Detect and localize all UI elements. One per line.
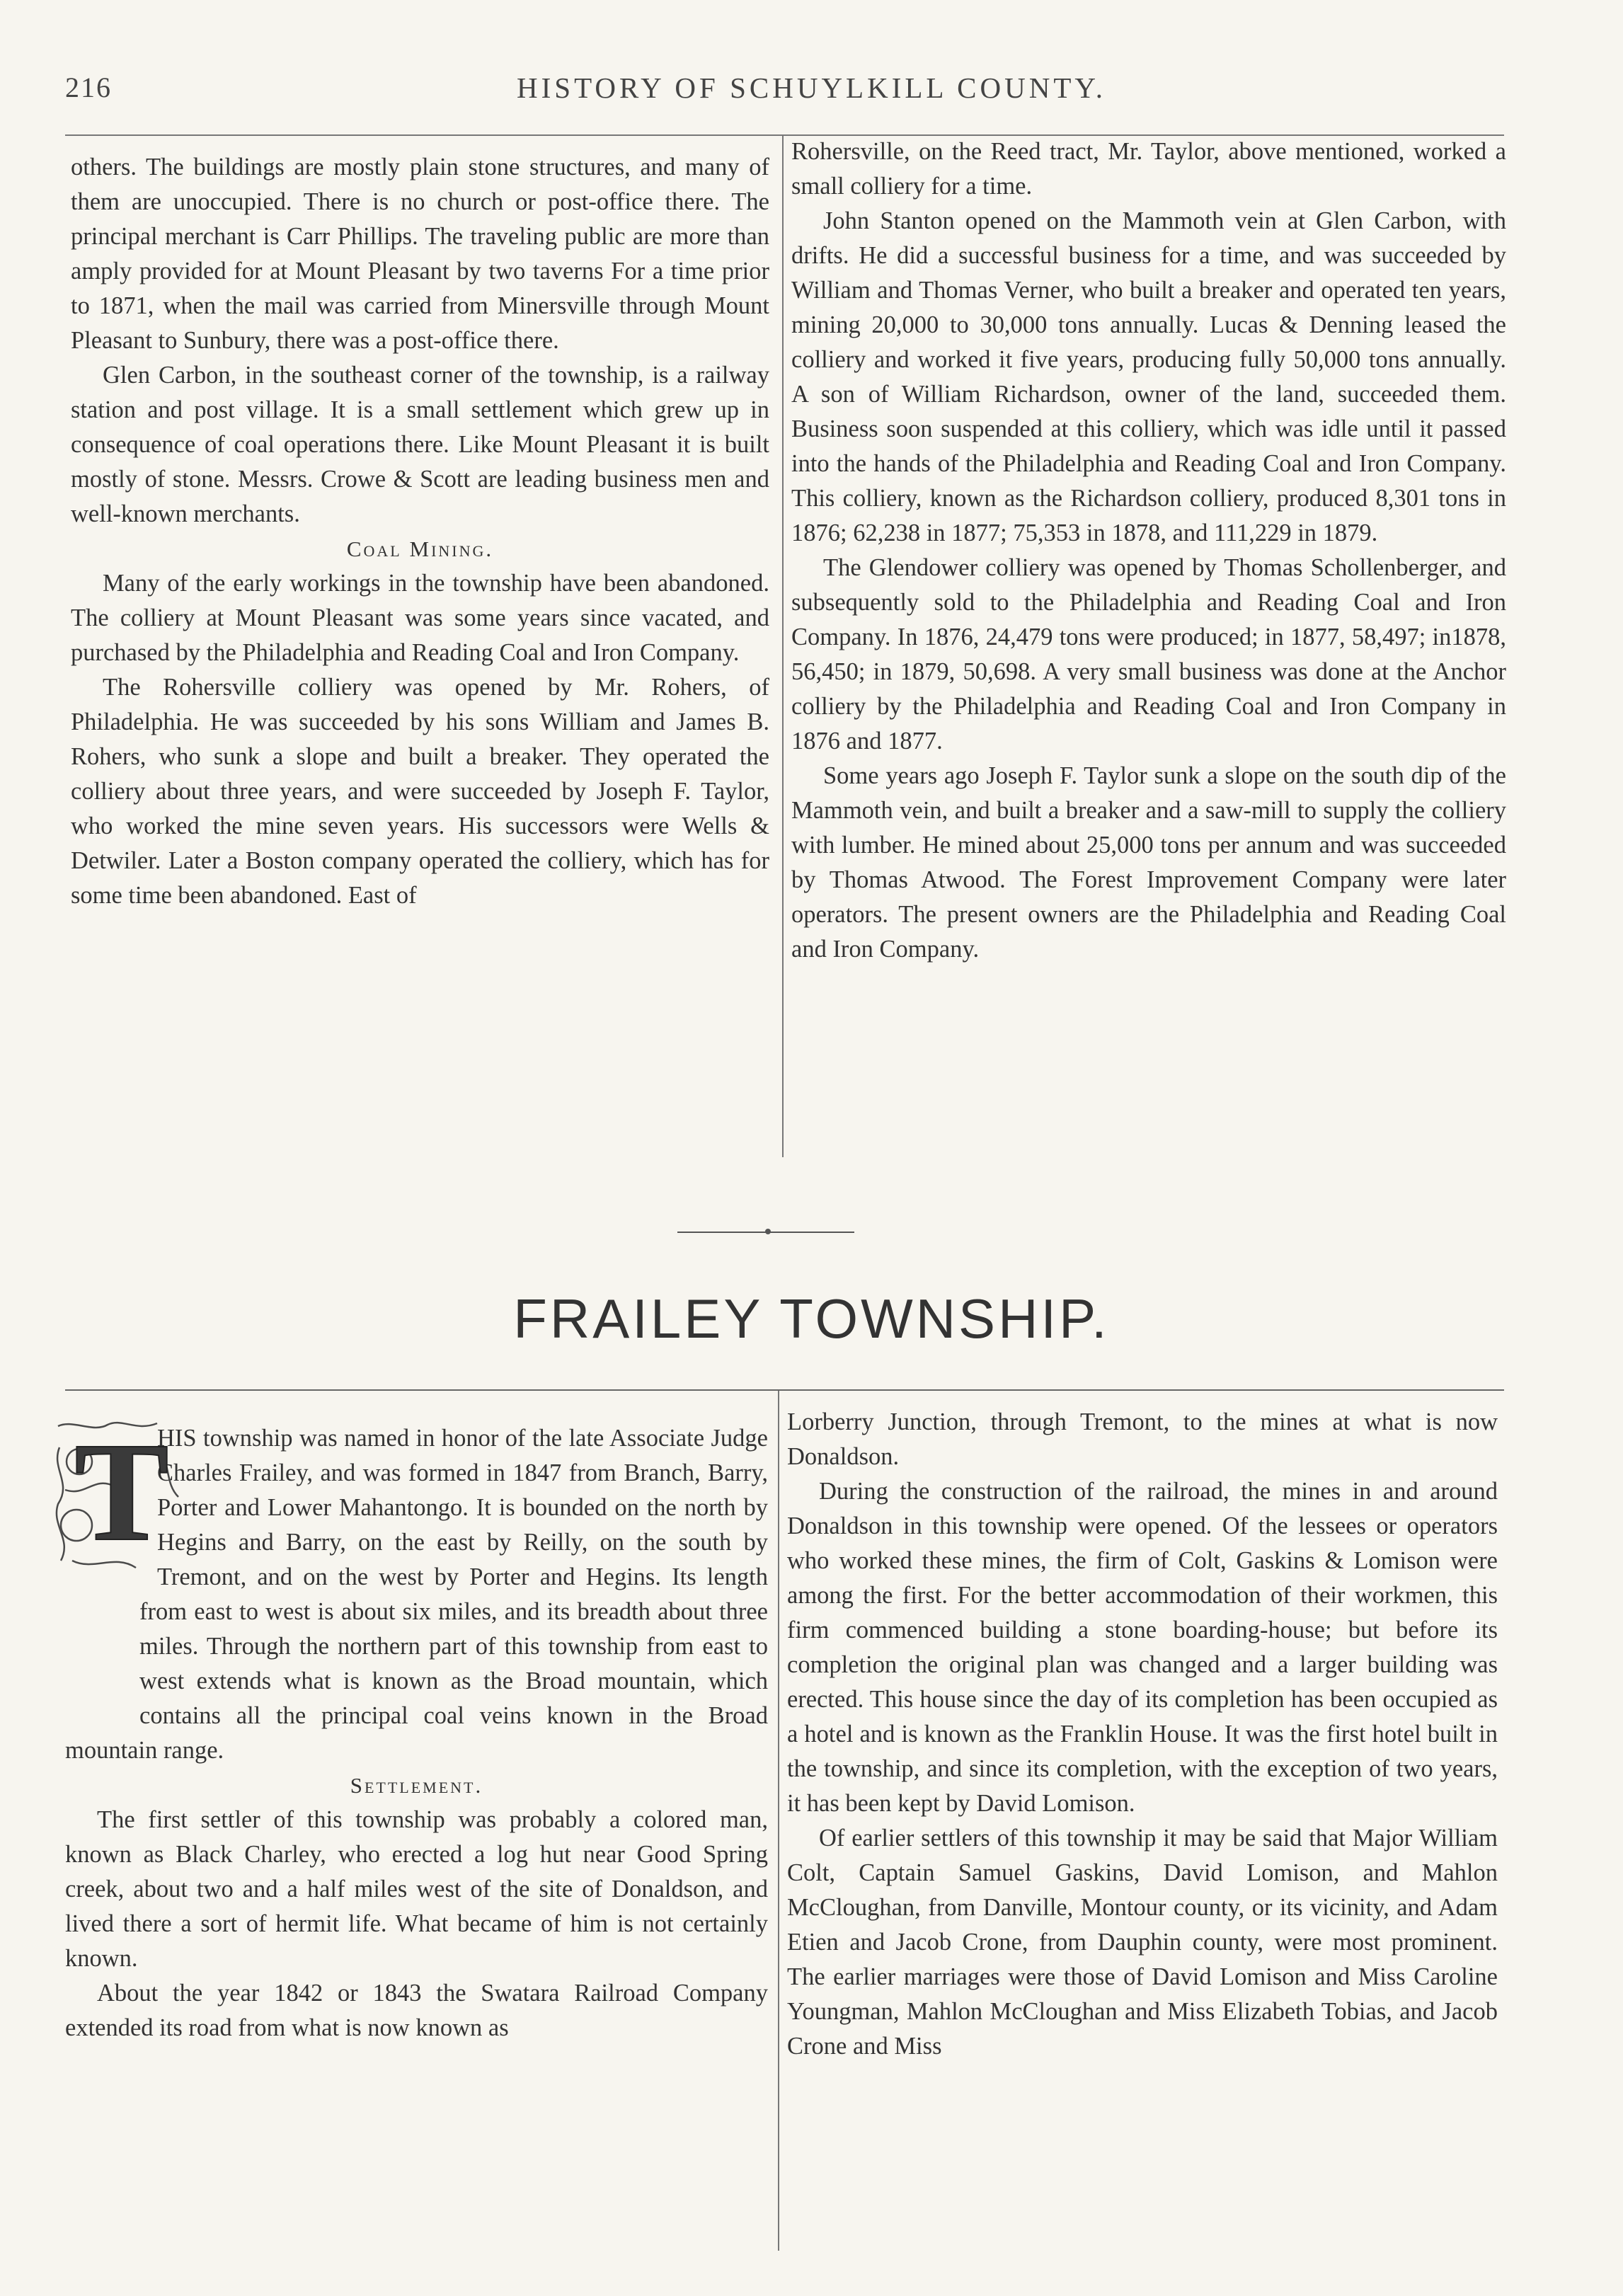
column-divider [778,1391,779,2251]
section-divider [677,1232,854,1236]
upper-left-column [71,150,769,913]
paragraph: About the year 1842 or 1843 the Swatara Railroad Company extended its road from what is now known as [65,1980,768,2041]
subheading-coal-mining: Coal Mining. [346,536,494,561]
title-rule [65,1389,1504,1391]
page-number: 216 [65,71,112,103]
paragraph: Of earlier settlers of this township it may be said that Major William Colt, Captain Samuel Gaskins, David Lomison, and Mahlon McCloughan, from Danville, Montour county, or its vicinity, and Adam Etien and Jacob Crone, from Dauphin county, were most prominent. The earlier marriages were those of David Lomison and Miss Caroline Youngman, Mahlon McCloughan and Miss Elizabeth Tobias, and Jacob Crone and Miss [787,1825,1498,2060]
paragraph: others. The buildings are mostly plain stone structures, and many of them are unoccupied. There is no church or post-office there. The principal merchant is Carr Phillips. The traveling public are more than amply provided for at Mount Pleasant by two taverns For a time prior to 1871, when the mail was carried from Minersville through Mount Pleasant to Sunbury, there was a post-office there. [71,154,769,354]
paragraph: The first settler of this township was probably a colored man, known as Black Charley, who erected a log hut near Good Spring creek, about two and a half miles west of the site of Donaldson, and lived there a sort of hermit life. What became of him is not certainly known. [65,1806,768,1972]
paragraph: HIS township was named in honor of the late Associate Judge Charles Frailey, and was formed in 1847 from Branch, Barry, Porter and Lower Mahantongo. It is bounded on the north by Hegins and Barry, on the east by Reilly, on the south by Tremont, and on the west by Porter and Hegins. Its length from east to west is about six miles, and its breadth about three miles. Through the northern part of this township from east to west extends what is known as the Broad mountain, which contains all the principal coal veins known in the Broad mountain range. [65,1425,768,1764]
running-head: HISTORY OF SCHUYLKILL COUNTY. [517,71,1106,104]
divider-ornament [765,1229,771,1234]
paragraph: Lorberry Junction, through Tremont, to the mines at what is now Donaldson. [787,1408,1498,1470]
paragraph: Some years ago Joseph F. Taylor sunk a slope on the south dip of the Mammoth vein, and built a breaker and a saw-mill to supply the colliery with lumber. He mined about 25,000 tons per annum and was succeeded by Thomas Atwood. The Forest Improvement Company were later operators. The present owners are the Philadelphia and Reading Coal and Iron Company. [791,762,1506,963]
paragraph: Rohersville, on the Reed tract, Mr. Taylor, above mentioned, worked a small colliery for a time. [791,138,1506,200]
paragraph: The Glendower colliery was opened by Thomas Schollenberger, and subsequently sold to the Philadelphia and Reading Coal and Iron Company. In 1876, 24,479 tons were produced; in 1877, 58,497; in1878, 56,450; in 1879, 50,698. A very small business was done at the Anchor colliery by the Philadelphia and Reading Coal and Iron Company in 1876 and 1877. [791,554,1506,754]
section-title: FRAILEY TOWNSHIP. [513,1287,1110,1350]
ornamental-drop-cap [51,1419,193,1582]
paragraph: Glen Carbon, in the southeast corner of the township, is a railway station and post village. It is a small settlement which grew up in consequence of coal operations there. Like Mount Pleasant it is built mostly of stone. Messrs. Crowe & Scott are leading business men and well-known merchants. [71,362,769,527]
lower-right-column [787,1405,1498,2064]
paragraph: The Rohersville colliery was opened by Mr. Rohers, of Philadelphia. He was succeeded by his sons William and James B. Rohers, who sunk a slope and built a breaker. They operated the colliery about three years, and were succeeded by Joseph F. Taylor, who worked the mine seven years. His successors were Wells & Detwiler. Later a Boston company operated the colliery, which has for some time been abandoned. East of [71,674,769,909]
upper-right-column [791,134,1506,967]
paragraph: During the construction of the railroad, the mines in and around Donaldson in this township were opened. Of the lessees or operators who worked these mines, the firm of Colt, Gaskins & Lomison were among the first. For the better accommodation of their workmen, this firm commenced building a stone boarding-house; but before its completion the original plan was changed and a larger building was erected. This house since the day of its completion has been occupied as a hotel and is known as the Franklin House. It was the first hotel built in the township, and since its completion, with the exception of two years, it has been kept by David Lomison. [787,1478,1498,1817]
paragraph: John Stanton opened on the Mammoth vein at Glen Carbon, with drifts. He did a successful business for a time, and was succeeded by William and Thomas Verner, who built a breaker and operated ten years, mining 20,000 to 30,000 tons annually. Lucas & Denning leased the colliery and worked it five years, producing fully 50,000 tons annually. A son of William Richardson, owner of the land, succeeded them. Business soon suspended at this colliery, which was idle until it passed into the hands of the Philadelphia and Reading Coal and Iron Company. This colliery, known as the Richardson colliery, produced 8,301 tons in 1876; 62,238 in 1877; 75,353 in 1878, and 111,229 in 1879. [791,207,1506,546]
paragraph: Many of the early workings in the township have been abandoned. The colliery at Mount Pleasant was some years since vacated, and purchased by the Philadelphia and Reading Coal and Iron Company. [71,570,769,666]
drop-cap-letter: T [74,1419,169,1571]
column-divider [782,134,784,1157]
subheading-settlement: Settlement. [350,1773,483,1798]
